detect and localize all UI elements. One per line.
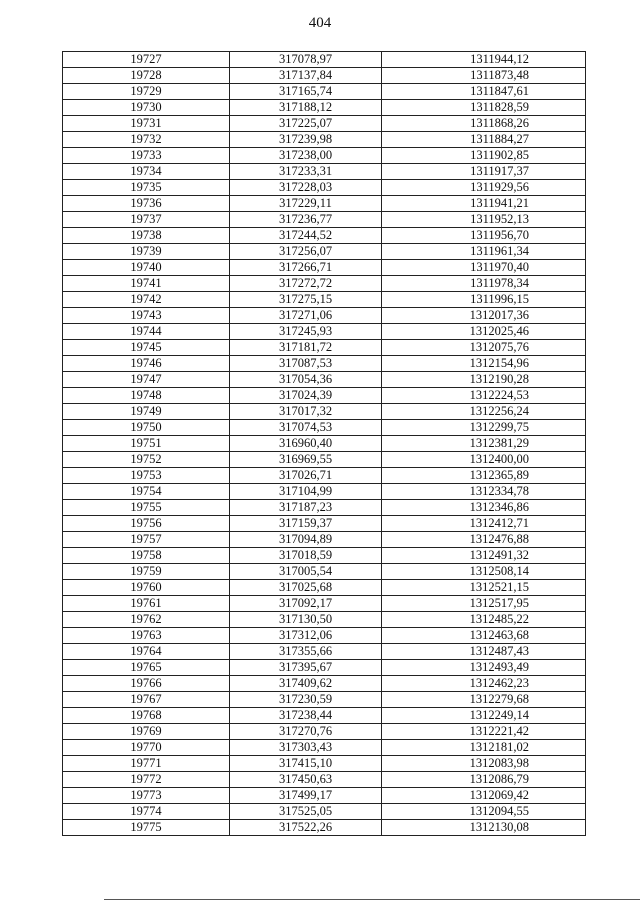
bottom-rule	[104, 899, 640, 900]
y-coordinate-cell: 1311917,37	[382, 164, 586, 180]
point-number-cell: 19775	[63, 820, 230, 836]
x-coordinate-cell: 317525,05	[230, 804, 382, 820]
table-row	[63, 436, 586, 452]
point-number-cell: 19767	[63, 692, 230, 708]
y-coordinate-cell: 1311884,27	[382, 132, 586, 148]
y-coordinate-cell: 1312508,14	[382, 564, 586, 580]
y-coordinate-cell: 1312463,68	[382, 628, 586, 644]
table-row	[63, 324, 586, 340]
table-row	[63, 708, 586, 724]
y-coordinate-cell: 1312094,55	[382, 804, 586, 820]
point-number-cell: 19764	[63, 644, 230, 660]
table-row	[63, 404, 586, 420]
table-row	[63, 276, 586, 292]
table-row	[63, 724, 586, 740]
x-coordinate-cell: 317256,07	[230, 244, 382, 260]
table-row	[63, 580, 586, 596]
y-coordinate-cell: 1312462,23	[382, 676, 586, 692]
point-number-cell: 19753	[63, 468, 230, 484]
table-row	[63, 788, 586, 804]
y-coordinate-cell: 1312069,42	[382, 788, 586, 804]
x-coordinate-cell: 317026,71	[230, 468, 382, 484]
y-coordinate-cell: 1312334,78	[382, 484, 586, 500]
y-coordinate-cell: 1312181,02	[382, 740, 586, 756]
table-row	[63, 212, 586, 228]
table-row	[63, 532, 586, 548]
point-number-cell: 19734	[63, 164, 230, 180]
point-number-cell: 19750	[63, 420, 230, 436]
y-coordinate-cell: 1312517,95	[382, 596, 586, 612]
point-number-cell: 19752	[63, 452, 230, 468]
x-coordinate-cell: 317074,53	[230, 420, 382, 436]
coordinates-table-body	[63, 52, 586, 836]
x-coordinate-cell: 317415,10	[230, 756, 382, 772]
x-coordinate-cell: 317054,36	[230, 372, 382, 388]
point-number-cell: 19773	[63, 788, 230, 804]
y-coordinate-cell: 1311970,40	[382, 260, 586, 276]
point-number-cell: 19761	[63, 596, 230, 612]
y-coordinate-cell: 1311952,13	[382, 212, 586, 228]
y-coordinate-cell: 1312130,08	[382, 820, 586, 836]
y-coordinate-cell: 1312400,00	[382, 452, 586, 468]
x-coordinate-cell: 317395,67	[230, 660, 382, 676]
point-number-cell: 19770	[63, 740, 230, 756]
table-row	[63, 644, 586, 660]
y-coordinate-cell: 1312256,24	[382, 404, 586, 420]
y-coordinate-cell: 1312086,79	[382, 772, 586, 788]
table-row	[63, 180, 586, 196]
y-coordinate-cell: 1311929,56	[382, 180, 586, 196]
table-row	[63, 740, 586, 756]
x-coordinate-cell: 317137,84	[230, 68, 382, 84]
table-row	[63, 228, 586, 244]
y-coordinate-cell: 1311941,21	[382, 196, 586, 212]
x-coordinate-cell: 317245,93	[230, 324, 382, 340]
x-coordinate-cell: 317230,59	[230, 692, 382, 708]
x-coordinate-cell: 317225,07	[230, 116, 382, 132]
y-coordinate-cell: 1312299,75	[382, 420, 586, 436]
y-coordinate-cell: 1312485,22	[382, 612, 586, 628]
x-coordinate-cell: 317244,52	[230, 228, 382, 244]
table-row	[63, 52, 586, 68]
point-number-cell: 19735	[63, 180, 230, 196]
point-number-cell: 19748	[63, 388, 230, 404]
x-coordinate-cell: 317271,06	[230, 308, 382, 324]
table-row	[63, 564, 586, 580]
x-coordinate-cell: 317409,62	[230, 676, 382, 692]
y-coordinate-cell: 1312154,96	[382, 356, 586, 372]
y-coordinate-cell: 1312476,88	[382, 532, 586, 548]
y-coordinate-cell: 1312491,32	[382, 548, 586, 564]
y-coordinate-cell: 1311996,15	[382, 292, 586, 308]
table-row	[63, 484, 586, 500]
x-coordinate-cell: 317233,31	[230, 164, 382, 180]
y-coordinate-cell: 1311978,34	[382, 276, 586, 292]
x-coordinate-cell: 317130,50	[230, 612, 382, 628]
point-number-cell: 19744	[63, 324, 230, 340]
x-coordinate-cell: 317078,97	[230, 52, 382, 68]
table-row	[63, 468, 586, 484]
y-coordinate-cell: 1312083,98	[382, 756, 586, 772]
table-row	[63, 676, 586, 692]
table-row	[63, 452, 586, 468]
page-number: 404	[308, 15, 332, 31]
x-coordinate-cell: 317187,23	[230, 500, 382, 516]
table-row	[63, 356, 586, 372]
point-number-cell: 19745	[63, 340, 230, 356]
y-coordinate-cell: 1312025,46	[382, 324, 586, 340]
point-number-cell: 19756	[63, 516, 230, 532]
point-number-cell: 19772	[63, 772, 230, 788]
x-coordinate-cell: 317238,00	[230, 148, 382, 164]
table-row	[63, 820, 586, 836]
x-coordinate-cell: 317165,74	[230, 84, 382, 100]
point-number-cell: 19730	[63, 100, 230, 116]
coordinates-table	[62, 51, 586, 836]
table-row	[63, 292, 586, 308]
y-coordinate-cell: 1312412,71	[382, 516, 586, 532]
x-coordinate-cell: 317238,44	[230, 708, 382, 724]
table-row	[63, 84, 586, 100]
table-row	[63, 596, 586, 612]
x-coordinate-cell: 317181,72	[230, 340, 382, 356]
table-row	[63, 132, 586, 148]
point-number-cell: 19736	[63, 196, 230, 212]
y-coordinate-cell: 1311902,85	[382, 148, 586, 164]
point-number-cell: 19755	[63, 500, 230, 516]
table-row	[63, 308, 586, 324]
y-coordinate-cell: 1312346,86	[382, 500, 586, 516]
point-number-cell: 19774	[63, 804, 230, 820]
table-row	[63, 388, 586, 404]
point-number-cell: 19732	[63, 132, 230, 148]
table-row	[63, 756, 586, 772]
table-row	[63, 516, 586, 532]
point-number-cell: 19746	[63, 356, 230, 372]
x-coordinate-cell: 317450,63	[230, 772, 382, 788]
point-number-cell: 19729	[63, 84, 230, 100]
table-row	[63, 772, 586, 788]
point-number-cell: 19747	[63, 372, 230, 388]
x-coordinate-cell: 316960,40	[230, 436, 382, 452]
x-coordinate-cell: 317092,17	[230, 596, 382, 612]
x-coordinate-cell: 317355,66	[230, 644, 382, 660]
table-row	[63, 612, 586, 628]
table-row	[63, 196, 586, 212]
x-coordinate-cell: 317025,68	[230, 580, 382, 596]
table-row	[63, 372, 586, 388]
x-coordinate-cell: 317188,12	[230, 100, 382, 116]
point-number-cell: 19769	[63, 724, 230, 740]
y-coordinate-cell: 1312190,28	[382, 372, 586, 388]
table-row	[63, 164, 586, 180]
y-coordinate-cell: 1312365,89	[382, 468, 586, 484]
y-coordinate-cell: 1312521,15	[382, 580, 586, 596]
point-number-cell: 19741	[63, 276, 230, 292]
point-number-cell: 19771	[63, 756, 230, 772]
point-number-cell: 19738	[63, 228, 230, 244]
table-row	[63, 628, 586, 644]
x-coordinate-cell: 317094,89	[230, 532, 382, 548]
point-number-cell: 19766	[63, 676, 230, 692]
y-coordinate-cell: 1311956,70	[382, 228, 586, 244]
x-coordinate-cell: 317104,99	[230, 484, 382, 500]
table-row	[63, 260, 586, 276]
point-number-cell: 19751	[63, 436, 230, 452]
x-coordinate-cell: 317239,98	[230, 132, 382, 148]
y-coordinate-cell: 1312249,14	[382, 708, 586, 724]
x-coordinate-cell: 317024,39	[230, 388, 382, 404]
point-number-cell: 19737	[63, 212, 230, 228]
x-coordinate-cell: 317229,11	[230, 196, 382, 212]
y-coordinate-cell: 1312221,42	[382, 724, 586, 740]
point-number-cell: 19733	[63, 148, 230, 164]
table-row	[63, 548, 586, 564]
table-row	[63, 100, 586, 116]
y-coordinate-cell: 1311944,12	[382, 52, 586, 68]
x-coordinate-cell: 317228,03	[230, 180, 382, 196]
table-row	[63, 500, 586, 516]
point-number-cell: 19759	[63, 564, 230, 580]
point-number-cell: 19768	[63, 708, 230, 724]
y-coordinate-cell: 1312279,68	[382, 692, 586, 708]
x-coordinate-cell: 317312,06	[230, 628, 382, 644]
y-coordinate-cell: 1311961,34	[382, 244, 586, 260]
point-number-cell: 19740	[63, 260, 230, 276]
table-row	[63, 244, 586, 260]
y-coordinate-cell: 1312381,29	[382, 436, 586, 452]
table-row	[63, 340, 586, 356]
table-row	[63, 116, 586, 132]
x-coordinate-cell: 317159,37	[230, 516, 382, 532]
table-row	[63, 420, 586, 436]
x-coordinate-cell: 317303,43	[230, 740, 382, 756]
point-number-cell: 19728	[63, 68, 230, 84]
x-coordinate-cell: 317522,26	[230, 820, 382, 836]
x-coordinate-cell: 317005,54	[230, 564, 382, 580]
point-number-cell: 19727	[63, 52, 230, 68]
table-row	[63, 148, 586, 164]
point-number-cell: 19739	[63, 244, 230, 260]
y-coordinate-cell: 1311868,26	[382, 116, 586, 132]
x-coordinate-cell: 317017,32	[230, 404, 382, 420]
table-row	[63, 692, 586, 708]
point-number-cell: 19765	[63, 660, 230, 676]
x-coordinate-cell: 317236,77	[230, 212, 382, 228]
table-row	[63, 804, 586, 820]
x-coordinate-cell: 317499,17	[230, 788, 382, 804]
y-coordinate-cell: 1312224,53	[382, 388, 586, 404]
point-number-cell: 19758	[63, 548, 230, 564]
table-row	[63, 68, 586, 84]
x-coordinate-cell: 317087,53	[230, 356, 382, 372]
x-coordinate-cell: 317275,15	[230, 292, 382, 308]
table-row	[63, 660, 586, 676]
y-coordinate-cell: 1312487,43	[382, 644, 586, 660]
x-coordinate-cell: 317270,76	[230, 724, 382, 740]
y-coordinate-cell: 1312493,49	[382, 660, 586, 676]
x-coordinate-cell: 316969,55	[230, 452, 382, 468]
y-coordinate-cell: 1311873,48	[382, 68, 586, 84]
y-coordinate-cell: 1312017,36	[382, 308, 586, 324]
point-number-cell: 19743	[63, 308, 230, 324]
point-number-cell: 19757	[63, 532, 230, 548]
point-number-cell: 19762	[63, 612, 230, 628]
point-number-cell: 19763	[63, 628, 230, 644]
y-coordinate-cell: 1311828,59	[382, 100, 586, 116]
point-number-cell: 19760	[63, 580, 230, 596]
y-coordinate-cell: 1312075,76	[382, 340, 586, 356]
point-number-cell: 19742	[63, 292, 230, 308]
x-coordinate-cell: 317272,72	[230, 276, 382, 292]
x-coordinate-cell: 317266,71	[230, 260, 382, 276]
point-number-cell: 19749	[63, 404, 230, 420]
point-number-cell: 19731	[63, 116, 230, 132]
y-coordinate-cell: 1311847,61	[382, 84, 586, 100]
point-number-cell: 19754	[63, 484, 230, 500]
x-coordinate-cell: 317018,59	[230, 548, 382, 564]
